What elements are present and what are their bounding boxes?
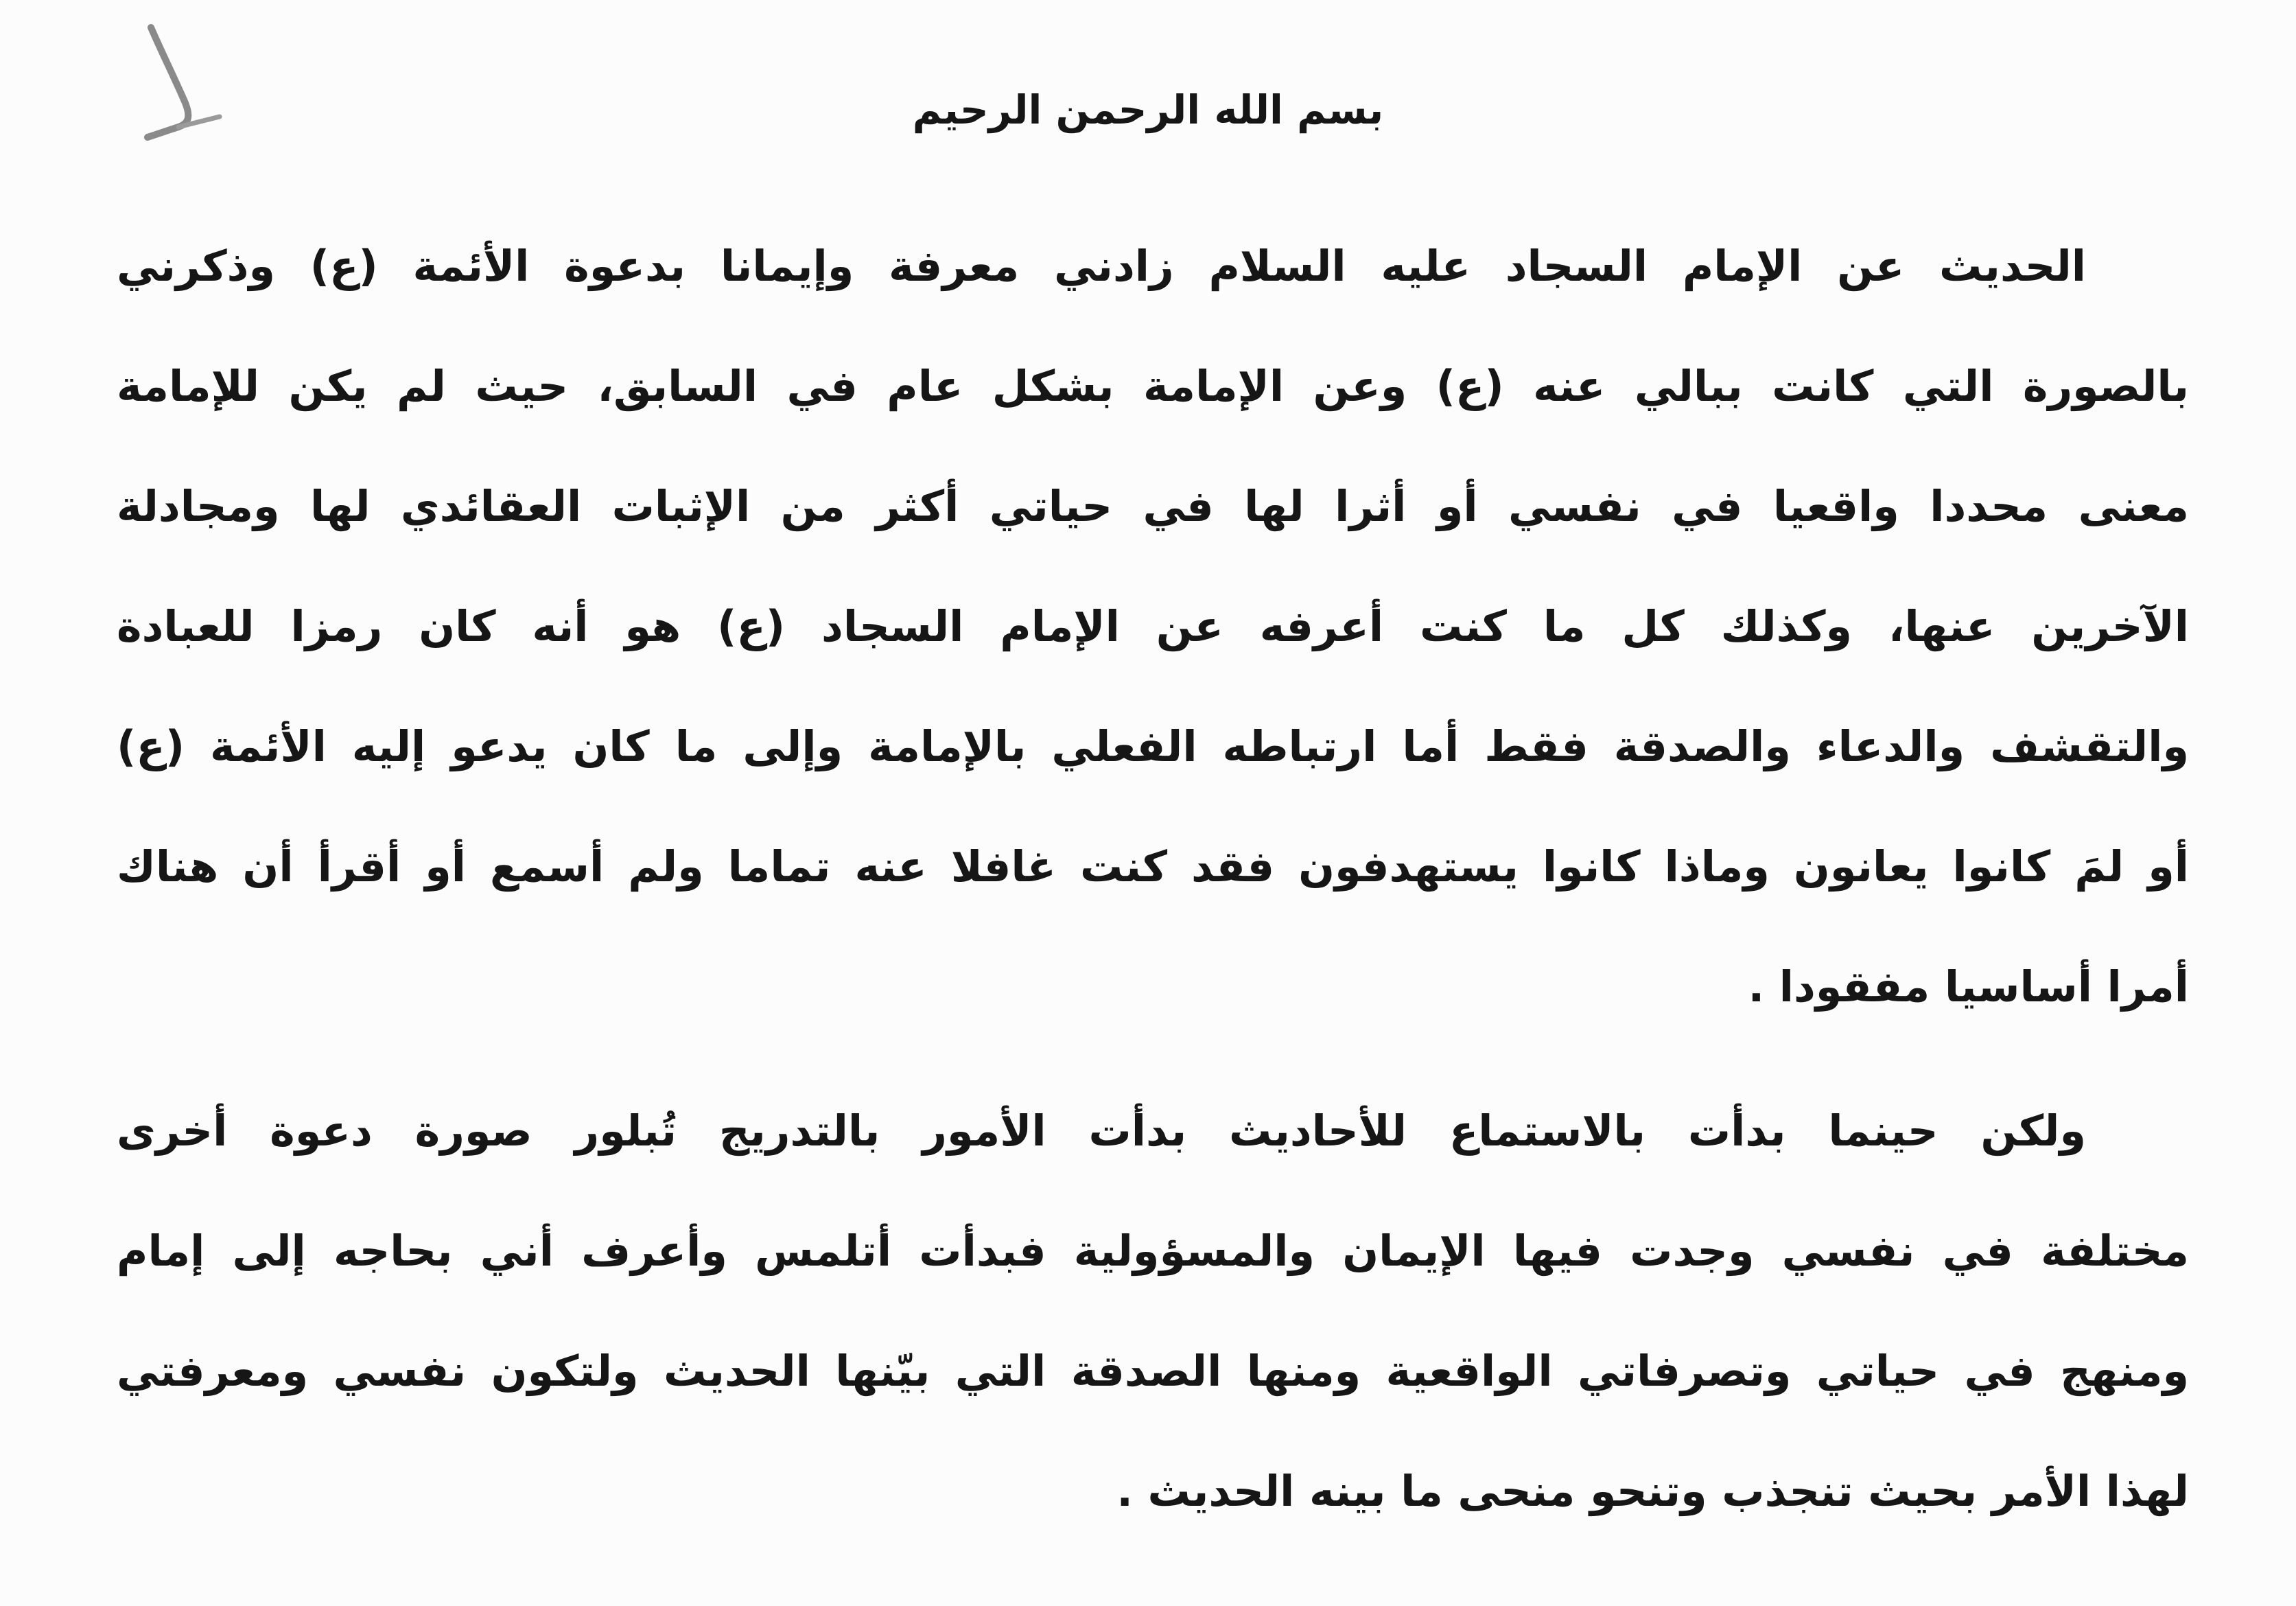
paragraph-2-line: مختلفة في نفسي وجدت فيها الإيمان والمسؤولية فبدأت أتلمس وأعرف أني بحاجه إلى إمام	[117, 1226, 2189, 1276]
paragraph-2-line: ولكن حينما بدأت بالاستماع للأحاديث بدأت الأمور بالتدريج تُبلور صورة دعوة أخرى	[117, 1106, 2086, 1156]
paragraph-1-line: بالصورة التي كانت ببالي عنه (ع) وعن الإمامة بشكل عام في السابق، حيث لم يكن للإمامة	[117, 361, 2189, 411]
paragraph-1-line: الآخرين عنها، وكذلك كل ما كنت أعرفه عن الإمام السجاد (ع) هو أنه كان رمزا للعبادة	[117, 601, 2189, 651]
paragraph-1-line: أو لمَ كانوا يعانون وماذا كانوا يستهدفون فقد كنت غافلا عنه تماما ولم أسمع أو أقرأ أن هناك	[117, 841, 2189, 892]
paragraph-1-line: والتقشف والدعاء والصدقة فقط أما ارتباطه الفعلي بالإمامة وإلى ما كان يدعو إليه الأئمة (ع)	[117, 721, 2189, 771]
paragraph-1	[117, 206, 2189, 1047]
paragraph-1-line: أمرا أساسيا مفقودا .	[1748, 962, 2189, 1012]
paragraph-1-line: معنى محددا واقعيا في نفسي أو أثرا لها في حياتي أكثر من الإثبات العقائدي لها ومجادلة	[117, 481, 2189, 531]
paragraph-2	[117, 1071, 2189, 1551]
basmala-heading: بسم الله الرحمن الرحيم	[912, 86, 1384, 133]
paragraph-2-line: ومنهج في حياتي وتصرفاتي الواقعية ومنها الصدقة التي بيّنها الحديث ولتكون نفسي ومعرفتي	[117, 1346, 2189, 1396]
paragraph-2-line: لهذا الأمر بحيث تنجذب وتنحو منحى ما بينه الحديث .	[1116, 1466, 2189, 1516]
paragraph-1-line: الحديث عن الإمام السجاد عليه السلام زادني معرفة وإيمانا بدعوة الأئمة (ع) وذكرني	[117, 241, 2086, 291]
